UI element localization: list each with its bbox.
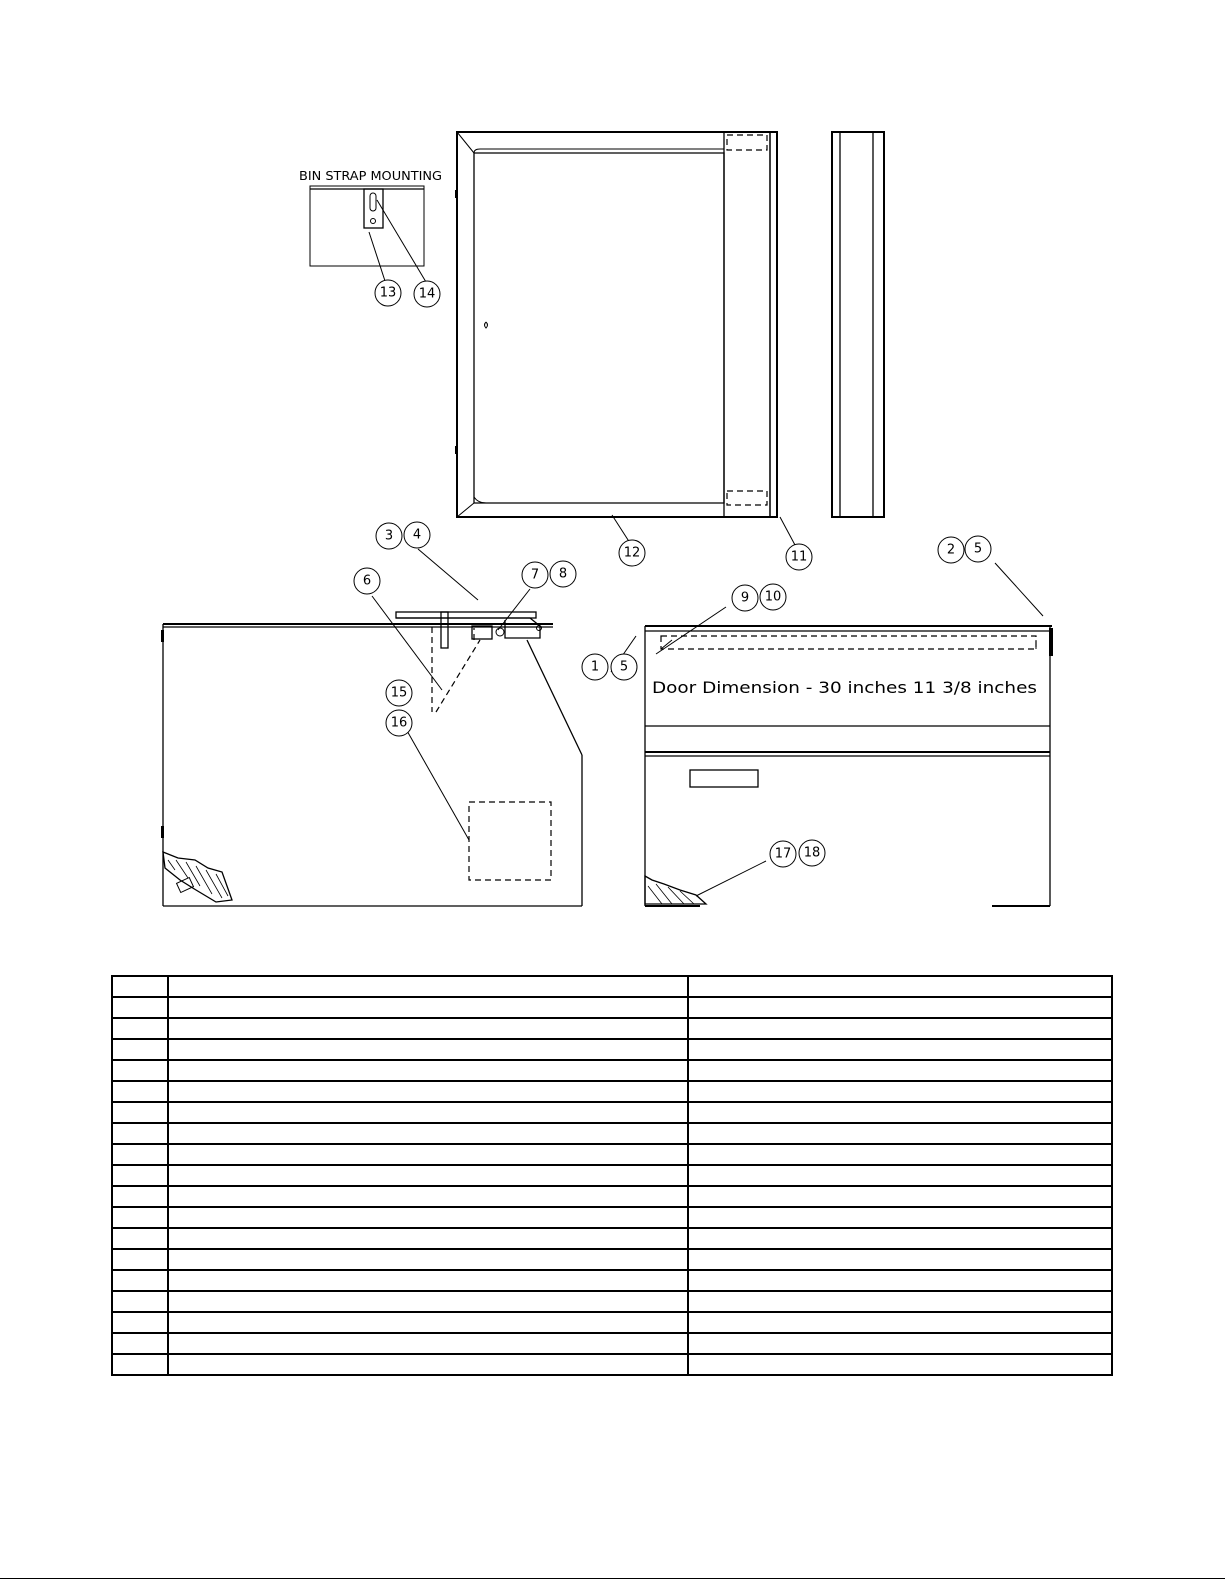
- callout-5-bottom: [611, 654, 637, 680]
- table-row: [112, 1354, 1112, 1375]
- table-cell: [688, 1165, 1112, 1186]
- table-cell: [688, 1291, 1112, 1312]
- table-row: [112, 1207, 1112, 1228]
- table-cell: [112, 1249, 168, 1270]
- table-cell: [168, 1144, 688, 1165]
- svg-text:6: 6: [362, 573, 372, 589]
- table-cell: [688, 997, 1112, 1018]
- table-cell: [688, 1081, 1112, 1102]
- table-cell: [112, 1123, 168, 1144]
- table-cell: [112, 997, 168, 1018]
- table-cell: [168, 1165, 688, 1186]
- right-cabinet-view: [611, 563, 1053, 906]
- table-cell: [688, 1312, 1112, 1333]
- table-cell: [168, 1186, 688, 1207]
- svg-text:16: 16: [390, 715, 408, 731]
- table-cell: [688, 1123, 1112, 1144]
- door-dimension-text: Door Dimension - 30 inches 11 3/8 inches: [652, 678, 1037, 697]
- detail-title: BIN STRAP MOUNTING: [299, 169, 442, 183]
- callout-1: [582, 654, 608, 680]
- parts-table: [111, 975, 1113, 1376]
- table-row: [112, 1291, 1112, 1312]
- callout-17: [770, 841, 796, 867]
- callout-4: [404, 522, 430, 548]
- table-cell: [688, 1102, 1112, 1123]
- table-cell: [168, 1312, 688, 1333]
- svg-text:4: 4: [412, 527, 422, 543]
- table-cell: [688, 1354, 1112, 1375]
- table-row: [112, 1228, 1112, 1249]
- table-cell: [688, 1249, 1112, 1270]
- callout-15: [386, 680, 412, 706]
- callout-14: [414, 281, 440, 307]
- svg-text:5: 5: [619, 659, 629, 675]
- header-cell: [688, 976, 1112, 997]
- table-cell: [112, 1039, 168, 1060]
- table-cell: [168, 1291, 688, 1312]
- table-cell: [168, 1102, 688, 1123]
- table-row: [112, 1333, 1112, 1354]
- table-cell: [168, 1123, 688, 1144]
- svg-text:3: 3: [384, 528, 394, 544]
- left-cabinet-view: [161, 549, 582, 906]
- svg-text:7: 7: [530, 567, 540, 583]
- svg-text:14: 14: [418, 286, 436, 302]
- callout-5-top: [965, 536, 991, 562]
- table-cell: [688, 1060, 1112, 1081]
- table-cell: [688, 1144, 1112, 1165]
- svg-text:12: 12: [623, 545, 641, 561]
- table-cell: [168, 1039, 688, 1060]
- svg-text:10: 10: [764, 589, 782, 605]
- table-cell: [688, 1333, 1112, 1354]
- table-cell: [168, 1228, 688, 1249]
- table-row: [112, 1102, 1112, 1123]
- table-cell: [168, 1249, 688, 1270]
- table-header-row: [112, 976, 1112, 997]
- side-view: [832, 132, 884, 517]
- table-row: [112, 1039, 1112, 1060]
- table-cell: [688, 1018, 1112, 1039]
- callout-2: [938, 537, 964, 563]
- header-cell: [112, 976, 168, 997]
- svg-text:9: 9: [740, 590, 750, 606]
- callout-16: [386, 710, 412, 736]
- table-row: [112, 1186, 1112, 1207]
- table-cell: [112, 1165, 168, 1186]
- callout-6: [354, 568, 380, 594]
- table-cell: [112, 1081, 168, 1102]
- table-row: [112, 1018, 1112, 1039]
- table-cell: [112, 1144, 168, 1165]
- table-row: [112, 1144, 1112, 1165]
- table-cell: [168, 1207, 688, 1228]
- svg-text:15: 15: [390, 685, 408, 701]
- svg-text:13: 13: [379, 285, 397, 301]
- svg-text:17: 17: [774, 846, 792, 862]
- callout-3: [376, 523, 402, 549]
- table-row: [112, 1249, 1112, 1270]
- table-cell: [168, 1270, 688, 1291]
- table-cell: [112, 1018, 168, 1039]
- svg-text:5: 5: [973, 541, 983, 557]
- svg-text:2: 2: [946, 542, 956, 558]
- page-bottom-rule: [0, 1578, 1225, 1579]
- callout-13: [375, 280, 401, 306]
- table-cell: [168, 1354, 688, 1375]
- table-cell: [168, 997, 688, 1018]
- table-cell: [688, 1207, 1112, 1228]
- table-cell: [168, 1060, 688, 1081]
- callout-7: [522, 562, 548, 588]
- front-view: [455, 132, 777, 517]
- table-cell: [112, 1291, 168, 1312]
- callout-12: [619, 540, 645, 566]
- table-row: [112, 1060, 1112, 1081]
- table-cell: [688, 1186, 1112, 1207]
- table-cell: [112, 1102, 168, 1123]
- table-cell: [112, 1060, 168, 1081]
- svg-text:11: 11: [790, 549, 808, 565]
- svg-text:18: 18: [803, 845, 821, 861]
- table-cell: [168, 1081, 688, 1102]
- bin-strap-detail: [299, 169, 442, 284]
- table-row: [112, 1123, 1112, 1144]
- svg-text:1: 1: [590, 659, 600, 675]
- callout-10: [760, 584, 786, 610]
- table-cell: [112, 1333, 168, 1354]
- callout-11: [786, 544, 812, 570]
- table-cell: [112, 1186, 168, 1207]
- table-cell: [112, 1312, 168, 1333]
- table-row: [112, 1165, 1112, 1186]
- table-cell: [112, 1270, 168, 1291]
- table-row: [112, 1312, 1112, 1333]
- table-cell: [688, 1039, 1112, 1060]
- table-cell: [688, 1228, 1112, 1249]
- table-cell: [112, 1228, 168, 1249]
- svg-text:8: 8: [558, 566, 568, 582]
- callout-18: [799, 840, 825, 866]
- table-row: [112, 1270, 1112, 1291]
- table-cell: [112, 1207, 168, 1228]
- table-cell: [688, 1270, 1112, 1291]
- table-cell: [168, 1018, 688, 1039]
- callout-9: [732, 585, 758, 611]
- table-cell: [168, 1333, 688, 1354]
- callout-8: [550, 561, 576, 587]
- header-cell: [168, 976, 688, 997]
- table-row: [112, 1081, 1112, 1102]
- table-row: [112, 997, 1112, 1018]
- table-cell: [112, 1354, 168, 1375]
